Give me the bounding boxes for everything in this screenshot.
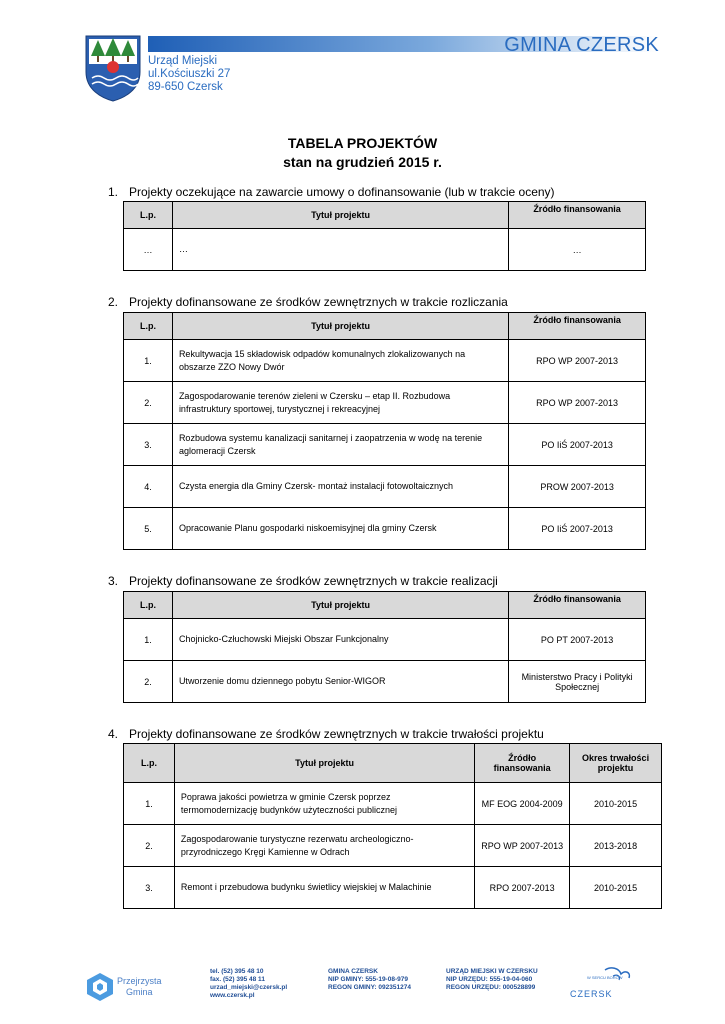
col-lp: L.p.: [124, 202, 173, 229]
cell-title: Utworzenie domu dziennego pobytu Senior-WIGOR: [172, 661, 508, 703]
urzad-regon: REGON URZĘDU: 000528899: [446, 984, 536, 991]
cell-source: Ministerstwo Pracy i Polityki Społecznej: [509, 661, 646, 703]
cell-source: RPO WP 2007-2013: [475, 825, 570, 867]
section-number: 4.: [108, 727, 119, 741]
col-source: Źródło finansowania: [509, 592, 646, 619]
address-line: Urząd Miejski: [148, 55, 218, 67]
cell-lp: 1.: [124, 783, 175, 825]
document-title: [0, 134, 725, 172]
pg-line: Przejrzysta: [117, 976, 162, 986]
table-header-row: [124, 592, 646, 619]
cell-duration: 2010-2015: [570, 783, 662, 825]
projects-table-1: [123, 201, 646, 271]
projects-table-2: [123, 312, 646, 550]
table-row: [124, 867, 662, 909]
cell-source: RPO 2007-2013: [475, 867, 570, 909]
cell-source: MF EOG 2004-2009: [475, 783, 570, 825]
col-source: Źródło finansowania: [509, 313, 646, 340]
cell-source: RPO WP 2007-2013: [509, 382, 646, 424]
cell-title: Rekultywacja 15 składowisk odpadów komunalnych zlokalizowanych na obszarze ZZO Nowy Dwór: [172, 340, 508, 382]
title-line-1: TABELA PROJEKTÓW: [287, 135, 438, 151]
table-row: [124, 619, 646, 661]
col-lp: L.p.: [124, 744, 175, 783]
cell-lp: 2.: [124, 661, 173, 703]
gmina-title: GMINA CZERSK: [504, 34, 659, 56]
gmina-nip: NIP GMINY: 555-19-08-979: [328, 976, 408, 983]
title-line-2: stan na grudzień 2015 r.: [283, 154, 442, 170]
table-header-row: [124, 202, 646, 229]
footer-gmina-info: [328, 968, 411, 992]
footer-contact: [210, 968, 287, 1000]
table-row: [124, 466, 646, 508]
table-row: [124, 661, 646, 703]
table-row: [124, 508, 646, 550]
table-row: [124, 424, 646, 466]
cell-lp: 4.: [124, 466, 173, 508]
cell-title: Remont i przebudowa budynku świetlicy wiejskiej w Malachinie: [174, 867, 474, 909]
address-line: 89-650 Czersk: [148, 81, 223, 93]
col-title: Tytuł projektu: [172, 313, 508, 340]
section-3-heading: [108, 574, 498, 588]
cell-source: …: [509, 229, 646, 271]
cell-duration: 2013-2018: [570, 825, 662, 867]
table-header-row: [124, 313, 646, 340]
cell-source: PROW 2007-2013: [509, 466, 646, 508]
cell-title: Zagospodarowanie turystyczne rezerwatu archeologiczno-przyrodniczego Kręgi Kamienne w Odrach: [174, 825, 474, 867]
brand-logo-tagline: W SERCU BORÓW: [587, 975, 623, 980]
cell-lp: 2.: [124, 382, 173, 424]
urzad-nip: NIP URZĘDU: 555-19-04-060: [446, 976, 533, 983]
contact-phone: tel. (52) 395 48 10: [210, 968, 264, 975]
cell-title: Opracowanie Planu gospodarki niskoemisyjnej dla gminy Czersk: [172, 508, 508, 550]
gmina-name: GMINA CZERSK: [328, 968, 378, 975]
table-row: [124, 825, 662, 867]
cell-title: Czysta energia dla Gminy Czersk- montaż instalacji fotowoltaicznych: [172, 466, 508, 508]
col-lp: L.p.: [124, 592, 173, 619]
cell-title: Chojnicko-Człuchowski Miejski Obszar Funkcjonalny: [172, 619, 508, 661]
przejrzysta-gmina-logo: [85, 972, 115, 1002]
brand-logo-text: CZERSK: [570, 989, 613, 999]
section-4-heading: [108, 727, 544, 741]
cell-lp: 5.: [124, 508, 173, 550]
cell-lp: 3.: [124, 424, 173, 466]
contact-email[interactable]: urzad_miejski@czersk.pl: [210, 984, 288, 991]
section-title: Projekty dofinansowane ze środków zewnętrznych w trakcie rozliczania: [129, 295, 508, 309]
table-header-row: [124, 744, 662, 783]
section-title: Projekty dofinansowane ze środków zewnętrznych w trakcie trwałości projektu: [129, 727, 544, 741]
section-title: Projekty oczekujące na zawarcie umowy o dofinansowanie (lub w trakcie oceny): [129, 185, 555, 199]
section-number: 2.: [108, 295, 119, 309]
cell-source: PO IiŚ 2007-2013: [509, 508, 646, 550]
cell-source: RPO WP 2007-2013: [509, 340, 646, 382]
cell-lp: 1.: [124, 340, 173, 382]
section-number: 1.: [108, 185, 119, 199]
col-title: Tytuł projektu: [172, 202, 508, 229]
contact-fax: fax. (52) 395 48 11: [210, 976, 265, 983]
cell-title: Zagospodarowanie terenów zieleni w Czersku – etap II. Rozbudowa infrastruktury sportowej, turystycznej i rekreacyjnej: [172, 382, 508, 424]
cell-title: …: [172, 229, 508, 271]
contact-website[interactable]: www.czersk.pl: [210, 992, 255, 999]
cell-duration: 2010-2015: [570, 867, 662, 909]
cell-lp: 2.: [124, 825, 175, 867]
col-duration: Okres trwałości projektu: [570, 744, 662, 783]
section-1-heading: [108, 185, 555, 199]
col-source: Źródło finansowania: [475, 744, 570, 783]
col-title: Tytuł projektu: [174, 744, 474, 783]
col-source: Źródło finansowania: [509, 202, 646, 229]
section-number: 3.: [108, 574, 119, 588]
address-line: ul.Kościuszki 27: [148, 68, 231, 80]
cell-source: PO IiŚ 2007-2013: [509, 424, 646, 466]
cell-source: PO PT 2007-2013: [509, 619, 646, 661]
czersk-coat-of-arms: [84, 34, 142, 102]
gmina-regon: REGON GMINY: 092351274: [328, 984, 411, 991]
cell-lp: …: [124, 229, 173, 271]
col-lp: L.p.: [124, 313, 173, 340]
section-2-heading: [108, 295, 508, 309]
table-row: [124, 783, 662, 825]
cell-title: Rozbudowa systemu kanalizacji sanitarnej i zaopatrzenia w wodę na terenie aglomeracji Czersk: [172, 424, 508, 466]
col-title: Tytuł projektu: [172, 592, 508, 619]
table-row: [124, 229, 646, 271]
section-title: Projekty dofinansowane ze środków zewnętrznych w trakcie realizacji: [129, 574, 498, 588]
table-row: [124, 340, 646, 382]
projects-table-3: [123, 591, 646, 703]
header-address: [148, 55, 230, 94]
cell-lp: 1.: [124, 619, 173, 661]
przejrzysta-gmina-text: [117, 976, 162, 998]
table-row: [124, 382, 646, 424]
pg-line: Gmina: [126, 987, 153, 997]
cell-title: Poprawa jakości powietrza w gminie Czersk poprzez termomodernizację budynków użyteczności publicznej: [174, 783, 474, 825]
cell-lp: 3.: [124, 867, 175, 909]
footer-urzad-info: [446, 968, 538, 992]
projects-table-4: [123, 743, 662, 909]
urzad-name: URZĄD MIEJSKI W CZERSKU: [446, 968, 538, 975]
